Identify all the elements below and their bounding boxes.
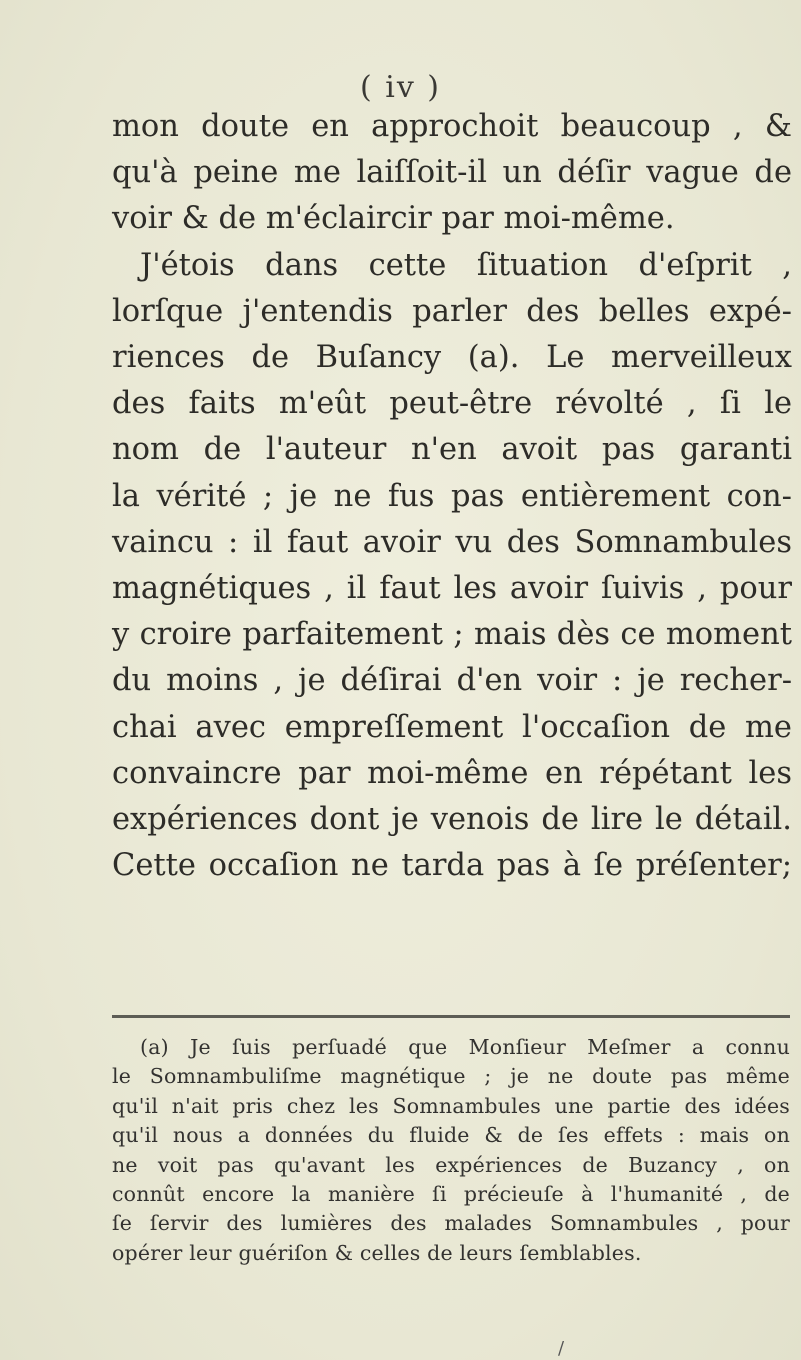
footnote-line: opérer leur guériſon & celles de leurs ſemblables. xyxy=(112,1240,642,1265)
text-line: voir & de m'éclaircir par moi-même. xyxy=(112,201,675,237)
footnote-line: qu'il nous a données du fluide & de ſes effets : mais on xyxy=(112,1123,790,1148)
footnote-line: ſe ſervir des lumières des malades Somnambules , pour xyxy=(112,1211,790,1236)
text-line: du moins , je déſirai d'en voir : je recher- xyxy=(112,663,792,699)
text-line: Cette occaſion ne tarda pas à ſe préſenter; xyxy=(112,848,792,884)
text-line: y croire parfaitement ; mais dès ce moment xyxy=(112,617,792,653)
footnote-block xyxy=(112,1033,790,1268)
text-line: lorſque j'entendis parler des belles expé- xyxy=(112,293,792,329)
text-line: mon doute en approchoit beaucoup , & xyxy=(112,109,792,144)
text-line: riences de Buſancy (a). Le merveilleux xyxy=(112,340,792,376)
footnote-line: connût encore la manière ſi précieuſe à l'humanité , de xyxy=(112,1182,790,1207)
text-line: qu'à peine me laiſſoit-il un déſir vague de xyxy=(112,155,792,191)
text-line: expériences dont je venois de lire le détail. xyxy=(112,802,792,838)
text-line: J'étois dans cette ſituation d'eſprit , xyxy=(140,247,792,283)
text-line: convaincre par moi-même en répétant les xyxy=(112,755,792,791)
footnote-line: (a) Je ſuis perſuadé que Monſieur Meſmer a connu xyxy=(140,1035,790,1059)
text-line: nom de l'auteur n'en avoit pas garanti xyxy=(112,432,792,468)
page-number: ( iv ) xyxy=(359,70,442,105)
text-line: chai avec empreſſement l'occaſion de me xyxy=(112,709,792,745)
stray-mark: / xyxy=(558,1338,565,1359)
text-line: vaincu : il faut avoir vu des Somnambules xyxy=(112,524,792,560)
footnote-line: ne voit pas qu'avant les expériences de Buzancy , on xyxy=(112,1152,790,1177)
text-line: la vérité ; je ne fus pas entièrement con- xyxy=(112,478,792,514)
footnote-rule xyxy=(112,1015,790,1018)
footnote-line: le Somnambuliſme magnétique ; je ne doute pas même xyxy=(112,1064,790,1089)
footnote-line: qu'il n'ait pris chez les Somnambules une partie des idées xyxy=(112,1093,790,1118)
main-text-block xyxy=(112,104,792,889)
text-line: des faits m'eût peut-être révolté , ſi le xyxy=(112,386,792,422)
text-line: magnétiques , il faut les avoir ſuivis , pour xyxy=(112,571,792,607)
